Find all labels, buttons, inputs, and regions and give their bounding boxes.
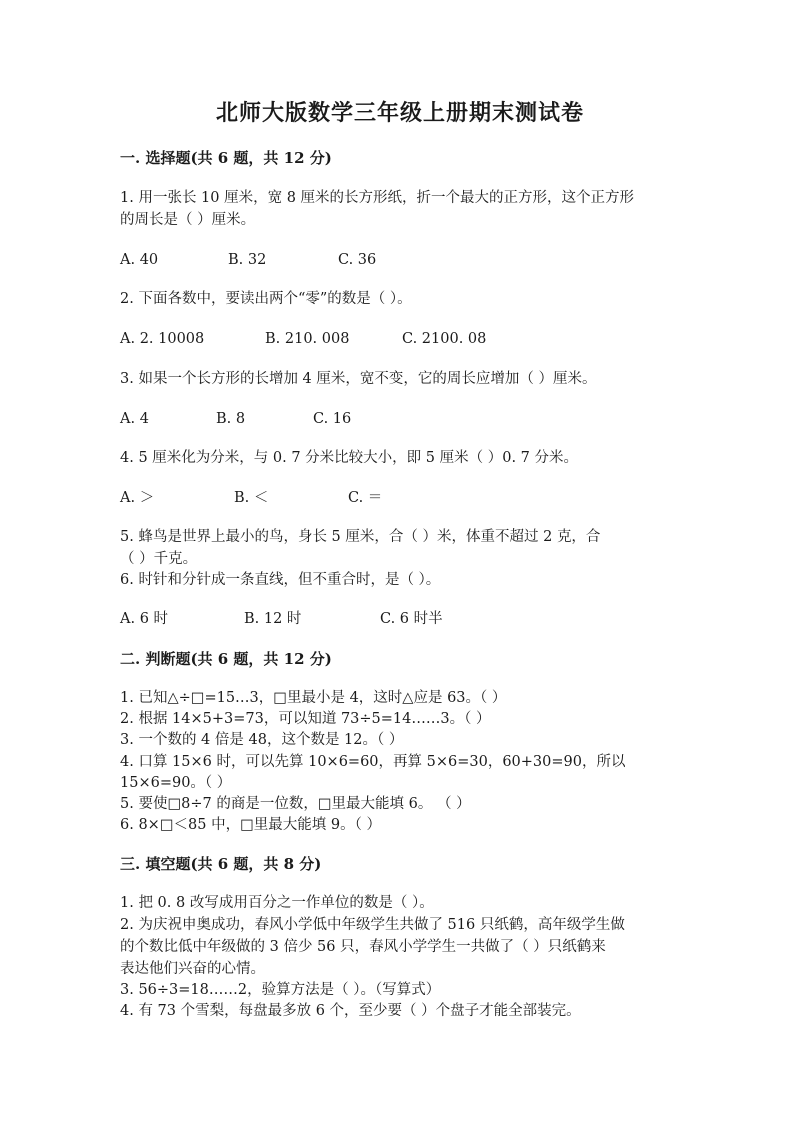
- section-heading-judgement: 二. 判断题(共 6 题，共 12 分): [120, 650, 332, 668]
- question-text: 4. 口算 15×6 时，可以先算 10×6=60，再算 5×6=30，60+30=90，所以: [120, 754, 626, 770]
- question-text: 表达他们兴奋的心情。: [120, 961, 265, 977]
- question-text: 1. 把 0. 8 改写成用百分之一作单位的数是（ ）。: [120, 895, 434, 911]
- page-title: 北师大版数学三年级上册期末测试卷: [215, 100, 584, 126]
- question-text: 15×6=90。（ ）: [120, 775, 232, 791]
- option-a: A. ＞: [120, 490, 155, 506]
- question-text: 2. 根据 14×5+3=73，可以知道 73÷5=14……3。（ ）: [120, 711, 491, 727]
- question-text: 2. 为庆祝申奥成功，春风小学低中年级学生共做了 516 只纸鹤，高年级学生做: [120, 917, 625, 933]
- option-a: A. 4: [120, 411, 149, 427]
- option-a: A. 2. 10008: [120, 331, 205, 347]
- option-c: C. 36: [338, 252, 377, 268]
- question-text: 4. 有 73 个雪梨，每盘最多放 6 个，至少要（ ）个盘子才能全部装完。: [120, 1003, 581, 1019]
- section-heading-fill: 三. 填空题(共 6 题，共 8 分): [120, 855, 322, 873]
- question-text: 4. 5 厘米化为分米，与 0. 7 分米比较大小，即 5 厘米（ ）0. 7 分米。: [120, 450, 578, 466]
- question-text: 1. 已知△÷□=15…3，□里最小是 4，这时△应是 63。（ ）: [120, 690, 507, 706]
- option-c: C. ＝: [348, 490, 383, 506]
- section-heading-choice: 一. 选择题(共 6 题，共 12 分): [120, 149, 332, 167]
- option-c: C. 6 时半: [380, 611, 443, 627]
- option-b: B. 8: [216, 411, 246, 427]
- question-text: 1. 用一张长 10 厘米，宽 8 厘米的长方形纸，折一个最大的正方形，这个正方形: [120, 190, 635, 206]
- option-b: B. ＜: [234, 490, 269, 506]
- question-text: 6. 8×□＜85 中，□里最大能填 9。（ ）: [120, 817, 381, 833]
- option-b: B. 12 时: [244, 611, 302, 627]
- option-c: C. 2100. 08: [402, 331, 487, 347]
- question-text: 3. 56÷3=18……2，验算方法是（ ）。（写算式）: [120, 982, 441, 998]
- question-text: 的周长是（ ）厘米。: [120, 212, 256, 228]
- question-text: 6. 时针和分针成一条直线，但不重合时，是（ ）。: [120, 572, 441, 588]
- question-text: 的个数比低中年级做的 3 倍少 56 只，春风小学学生一共做了（ ）只纸鹤来: [120, 939, 606, 955]
- option-c: C. 16: [313, 411, 352, 427]
- option-b: B. 210. 008: [265, 331, 350, 347]
- question-text: 2. 下面各数中，要读出两个“零”的数是（ ）。: [120, 291, 412, 307]
- option-b: B. 32: [228, 252, 267, 268]
- option-a: A. 6 时: [120, 611, 169, 627]
- question-text: 5. 蜂鸟是世界上最小的鸟，身长 5 厘米，合（ ）米，体重不超过 2 克，合: [120, 529, 601, 545]
- option-a: A. 40: [120, 252, 159, 268]
- question-text: 3. 如果一个长方形的长增加 4 厘米，宽不变，它的周长应增加（ ）厘米。: [120, 371, 597, 387]
- question-text: 5. 要使□8÷7 的商是一位数，□里最大能填 6。 （ ）: [120, 796, 471, 812]
- question-text: （ ）千克。: [120, 551, 198, 567]
- question-text: 3. 一个数的 4 倍是 48，这个数是 12。（ ）: [120, 732, 404, 748]
